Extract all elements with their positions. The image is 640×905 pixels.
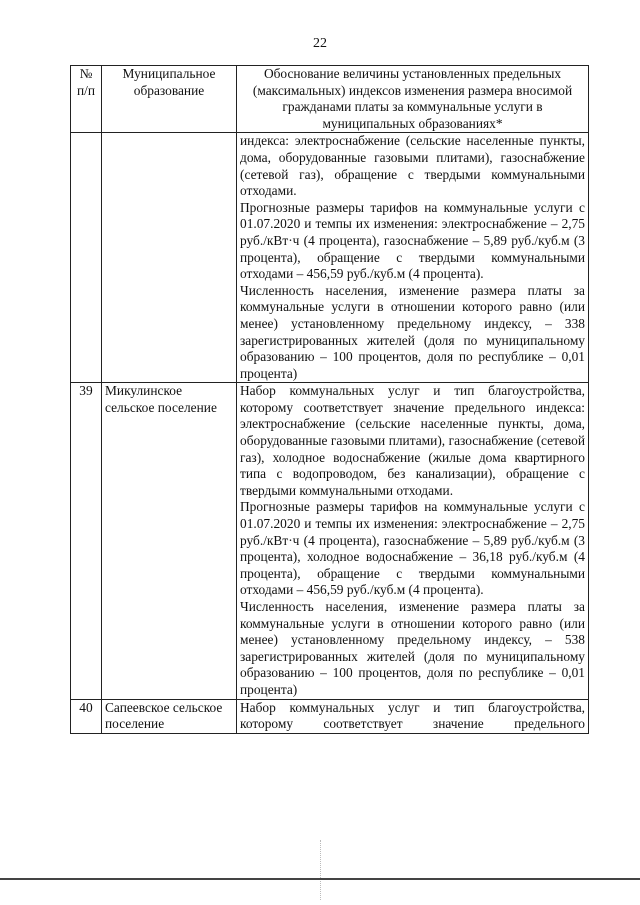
- row-municipality: Сапеевское сельское поселение: [102, 699, 237, 733]
- tariff-index-table: [70, 65, 589, 734]
- paragraph: Набор коммунальных услуг и тип благоустройства, которому соответствует значение предельного индекса: электроснабжение (сельские населенные пункты, дома, оборудованные газовыми плитами), газоснабжение (сетевой газ), холодное водоснабжение (жилые дома квартирного типа с водопроводом, без канализации), обращение с твердыми коммунальными отходами.: [240, 383, 585, 498]
- header-justification: Обоснование величины установленных предельных (максимальных) индексов изменения размера вносимой гражданами платы за коммунальные услуги в муниципальных образованиях*: [237, 66, 589, 133]
- scan-bottom-edge: [0, 878, 640, 880]
- table-row: [71, 699, 589, 733]
- table-header-row: [71, 66, 589, 133]
- paragraph: Набор коммунальных услуг и тип благоустройства, которому соответствует значение предельного: [240, 699, 585, 732]
- paragraph: индекса: электроснабжение (сельские населенные пункты, дома, оборудованные газовыми плитами), газоснабжение (сетевой газ), обращение с твердыми коммунальными отходами.: [240, 133, 585, 199]
- row-num: 39: [71, 383, 102, 699]
- row-justification: [237, 133, 589, 383]
- paragraph: Прогнозные размеры тарифов на коммунальные услуги с 01.07.2020 и темпы их изменения: электроснабжение – 2,75 руб./кВт·ч (4 процента), газоснабжение – 5,89 руб./куб.м (3 процента), холодное водоснабжение – 36,18 руб./куб.м (4 процента), обращение с твердыми коммунальными отходами – 456,59 руб./куб.м (4 процента).: [240, 499, 585, 598]
- row-num: 40: [71, 699, 102, 733]
- row-justification: [237, 383, 589, 699]
- row-municipality: Микулинское сельское поселение: [102, 383, 237, 699]
- page-number: 22: [313, 36, 327, 51]
- row-num: [71, 133, 102, 383]
- row-justification: [237, 699, 589, 733]
- header-municipality: Муниципальное образование: [102, 66, 237, 133]
- table-row: [71, 133, 589, 383]
- paragraph: Численность населения, изменение размера платы за коммунальные услуги в отношении которого равно (или менее) установленному предельному индексу, – 338 зарегистрированных жителей (доля по муниципальному образованию – 100 процентов, доля по республике – 0,01 процента): [240, 282, 585, 381]
- row-municipality: [102, 133, 237, 383]
- table-row: [71, 383, 589, 699]
- paragraph: Численность населения, изменение размера платы за коммунальные услуги в отношении которого равно (или менее) установленному предельному индексу, – 538 зарегистрированных жителей (доля по муниципальному образованию – 100 процентов, доля по республике – 0,01 процента): [240, 599, 585, 697]
- scan-fold-mark: [320, 840, 321, 900]
- header-num: № п/п: [71, 66, 102, 133]
- paragraph: Прогнозные размеры тарифов на коммунальные услуги с 01.07.2020 и темпы их изменения: электроснабжение – 2,75 руб./кВт·ч (4 процента), газоснабжение – 5,89 руб./куб.м (3 процента), обращение с твердыми коммунальными отходами – 456,59 руб./куб.м (4 процента).: [240, 199, 585, 282]
